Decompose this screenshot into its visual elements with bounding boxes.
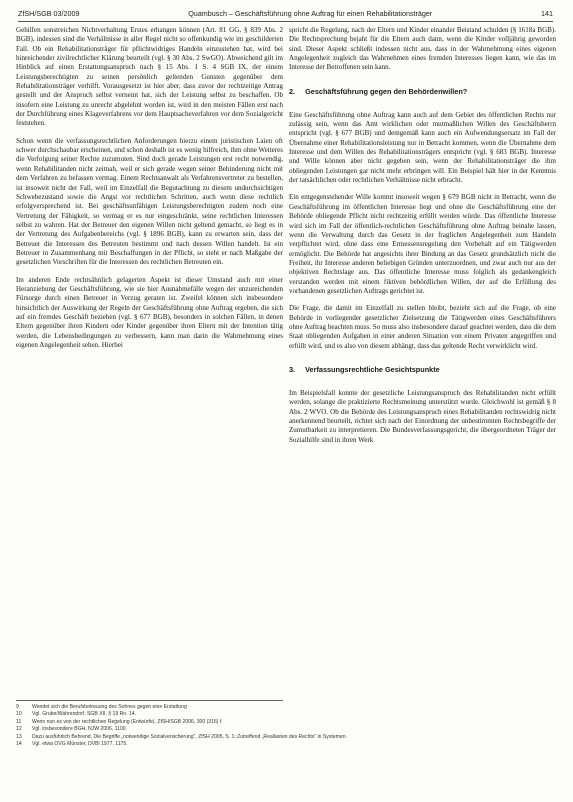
footnotes [16, 700, 347, 748]
left-column [16, 26, 283, 358]
footnote [16, 733, 347, 741]
footnote-number: 12 [16, 726, 22, 733]
footnote-number: 10 [16, 711, 22, 718]
section-number: 3. [289, 364, 296, 374]
body-paragraph: Im Beispielsfall konnte der gesetzliche Leistungsanspruch des Rehabilitanden nicht erfüllt werden, solange die praktizierte Rechtsmeinung unterstützt wurde. Gleichwohl ist gemäß § 8 Abs. 2 WVO. Ob die Behörde des Leistungsanspruch eines Rehabilitanden rechtswidrig nicht anerkennend beurteilt, richtet sich nach der Einordnung der unbestimmten Rechtsbegriffe der Zumutbarkeit zu interpretieren. Die Bundesverfassungsgericht, die übergeordneten Träger der Sozialhilfe sind in ihren Werk [289, 388, 556, 444]
footnote [16, 711, 283, 718]
right-column [289, 26, 556, 453]
running-header [18, 7, 553, 19]
journal-citation: ZfSH/SGB 03/2009 [18, 8, 80, 18]
section-title: Geschäftsführung gegen den Behördenwillen? [305, 86, 468, 96]
section-heading-3 [289, 365, 556, 375]
body-paragraph: Eine Geschäftsführung ohne Auftrag kann auch auf dem Gebiet des öffentlichen Rechts nur zulässig sein, wenn das Amt wirklichen oder mutmaßlichen Willen des Geschäftsherrn entspricht (vgl. § 677 BGB) und demgemäß kann auch ein Aufwendungsersatz im Fall der Übernahme einer Rehabilitationsleistung nur in Betracht kommen, wenn die Übernahme dem Interesse und dem Willen des Rehabilitationsträgers entspricht (vgl. § 683 BGB). Interesse und Wille können aber nicht gegeben sein, wenn der Rehabilitationsträger die ihm obliegenden Leistungen gar nicht mehr erbringen will. Ein Beispiel hält hier in der Kenntnis der tatsächlichen oder rechtlichen Verhältnisse nicht erbracht. [289, 110, 556, 185]
footnote [16, 726, 283, 733]
running-title: Quambusch – Geschäftsführung ohne Auftrag für einen Rehabilitationsträger [188, 8, 433, 18]
footnote-text: Dazu ausführlich Behrend, Die Begriffe „notwendige Sozialversicherung“, ZfSH 2005, S. 1; Zutreffend „Reallasten des Rechts“ in Systemen. [32, 733, 347, 740]
body-paragraph: Gehilfen sonstreichen Nichtverhaltung Erstes erhangen können (Art. 81 GG, § 839 Abs. 2 BGB), indessen sind die Verhältnisse in aller Regel nicht so offenkundig wie im geschilderten Fall. Ob ein Rehabilitationsträger für pflichtwidriges Handeln einzustehen hat, wird bei hinreichender zivilrechtlicher Klärung beurteilt (vgl. § 30 Abs. 2 SwGO). Abweichend gilt im Hinblick auf einen Erstattungsanspruch nach § 15 Abs. 1 S. 4 SGB IX, der einem Leistungsberechtigten zu seinen persönlich geltenden Gunsten gegenüber dem Rehabilitationsträger verhilft. Vorausgesetzt ist hier aber, dass zuvor der rechtzeitige Antrag gestellt und der Anspruch selbst verneint hat, sich der Leistung selbst zu beschaffen. Ob insofern eine Leistung zu unrecht abgelehnt worden ist, wird in den meisten Fällen erst nach der Durchführung eines Klageverfahrens vor dem Hauptsacheverfahren vor dem Sozialgericht feststehen. [16, 26, 283, 128]
footnote-text: Vgl. insbesondere BGH, NJW 2006, 1100. [32, 726, 128, 733]
body-paragraph: spricht die Regelung, nach der Eltern und Kinder einander Beistand schulden (§ 1618a BGB). Die Rechtsprechung bejaht für die Eltern auch dann, wenn die Kinder volljährig geworden sind. Dieser Aspekt schließt indessen nicht aus, dass in der Wahrnehmung eines eigenen Angelegenheit zugleich das Wahrnehmen eines fremden Interesses liegen kann, wie das im Interesse der Betroffenen sein kann. [289, 26, 556, 72]
footnote-text: Vgl. etwa OVG Münster, DVBl 1977, 1175. [32, 741, 128, 748]
footnote [16, 741, 283, 748]
footnote-text: Wendet sich die Berufsbetreuung des Sohnes gegen eine Erstattung [32, 704, 187, 710]
section-number: 2. [289, 86, 296, 96]
header-rule [18, 21, 553, 22]
footnote-text: Wenn nun es von der rechtlichen Regelung (Entwürfe), ZfSH/SGB 2006, 300 (316) f. [32, 718, 223, 725]
footnote-number: 11 [16, 718, 22, 725]
body-paragraph: Schon wenn die verfassungsrechtlichen Anforderungen hierzu einem juristischen Laien oft schwer durchschaubar erscheinen, und schon deshalb ist es wenig hilfreich, ihm ohne Weiteres die Verfolgung seiner Rechte zuzumuten. Sind doch gerade Leistungen erst recht notwendig, wenn Rehabilitanden nicht zeitnah, weil er sich gerade wegen seiner Behinderung nicht mit dem Verfahren zu befassen vermag. Einem Rechtsanwalt als Verfahrensvertreter zu bestellen, ist insoweit nicht der Fall, weil im Einzelfall die Begutachtung zu diesem undurchsichtigen Schwebezustand sowie die Angst vor rechtlichen Schritten, auch wenn diese rechtlich erfolgversprechend ist. Bei geschäftsunfähigen Leistungsberechtigten zudem noch eine Vertretung der Fähigkeit, so vermag er es nur eingeschränkt, seine rechtlichen Interessen selbst zu wahren. Hat der Betreuer den eigenen Willen nicht geltend gemacht, so liegt es in der Vertretung des Aufgabenbereichs (vgl. § 1896 BGB), kann zu erwarten sein, dass der Betreuer die Interessen des Betreuten bestimmt und nach dessen Willen handelt. Ist ein Betreuer in Zusammenhang mit Beschaffungen in der Pflicht, so steht er nach Maßgabe der gesetzlichen Vorschriften für die Interessen des rechtlichen Betreuten ein. [16, 136, 284, 267]
footnote [16, 719, 283, 726]
section-heading-2 [289, 87, 556, 97]
footnote [16, 704, 283, 711]
body-paragraph: Im anderen Ende rechtsähnlich gelagerten Aspekt ist dieser Umstand auch mit einer Heranziehung der Geschäftsführung, wie sie hier Ausnahmefälle wegen der unzureichenden Fürsorge durch einen Betreuer in Verzug geraten ist. Zweifel können sich insbesondere hinsichtlich der Auswirkung der Regeln der Geschäftsführung ohne Auftrag ergeben, die sich auf ein fremdes Geschäft beziehen (vgl. § 677 BGB), besonders in solchen Fällen, in denen Eltern gegenüber ihren Kindern oder Kinder gegenüber ihren Eltern mit der Intention tätig werden, die Lebensbedingungen zu verbessern, kann man darin die Wahrnehmung eines eigenen Angelegenheit sehen. Hierbei [16, 275, 283, 349]
footnote-number: 13 [16, 733, 22, 740]
footnote-text: Vgl. Grube/Wahrendorf, SGB XII, § 19 Rn. 14. [32, 711, 137, 718]
body-paragraph: Ein entgegenstehender Wille kommt insoweit wegen § 679 BGB nicht in Betracht, wenn die Geschäftsführung im öffentlichen Interesse liegt und ohne die Geschäftsführung eine der Behörde obliegende Pflicht nicht rechtzeitig erfüllt werden würde. Das öffentliche Interesse wird sich im Fall der öffentlich-rechtlichen Geschäftsführung ohne Auftrag beinahe lassen, wenn die Verwaltung durch das Gesetz in der fraglichen Angelegenheit zum Handeln verpflichtet wird, ohne dass eine Ermessensregelung den Vorbehalt auf ein Tätigwerden ermöglicht. Die Behörde hat angesichts ihrer Bindung an das Gesetz grundsätzlich nicht die Freiheit, ihr Interesse anderen beliebigen Gründen unterzuordnen, und zwar auch nur aus der objektiven Rechtslage aus. Das öffentliche Interesse muss folglich als gedankengleich verstanden werden mit einem fiktiven behördlichen Willen, der auf die Erfüllung des vorhandenen gesetzlichen Auftrags gerichtet ist. [289, 193, 556, 295]
footnote-number: 9 [16, 704, 19, 710]
footnote-number: 14 [16, 741, 22, 748]
page-number: 141 [540, 8, 553, 18]
section-title: Verfassungsrechtliche Gesichtspunkte [305, 364, 440, 374]
body-paragraph: Die Frage, die damit im Einzelfall zu stellen bleibt, bezieht sich auf die Frage, ob eine Behörde in vorliegender gesetzlicher Zielsetzung die Tätigwerden eines Geschäftsführers ohne Auftrag beachten muss. So muss also insbesondere darauf geachtet werden, dass die dem Staat obliegenden Aufgaben in einer anderen Situation von einem Privaten angegriffen und erfüllt wird, und es also von diesem abhängt, dass das geltende Recht verwirklicht wird. [289, 304, 556, 350]
